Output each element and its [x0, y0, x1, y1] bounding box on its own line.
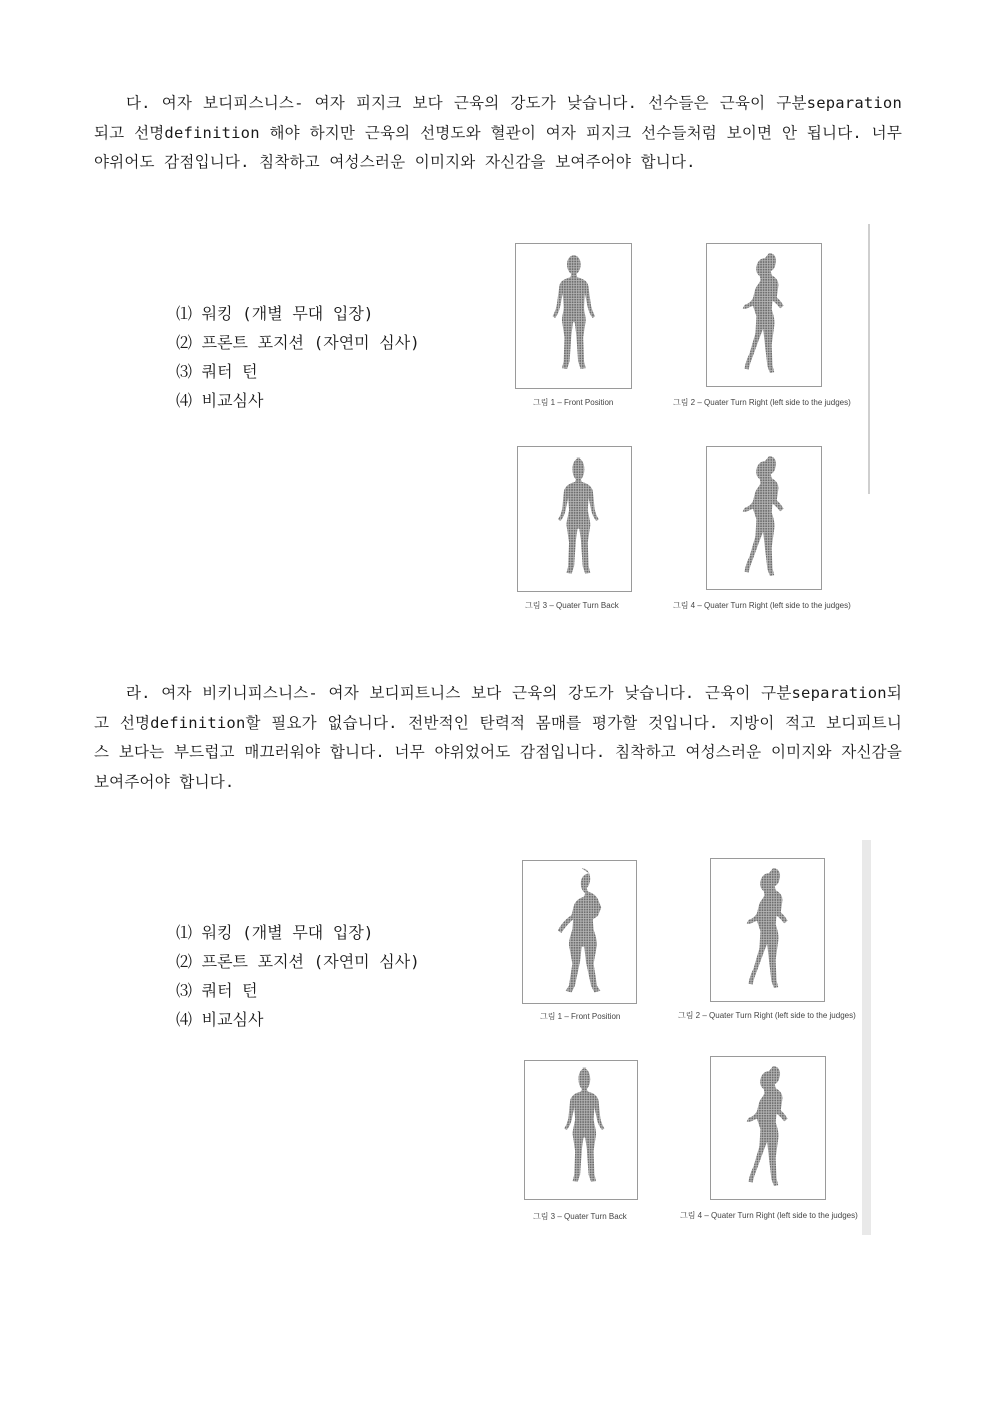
step-front-position: ⑵ 프론트 포지션 (자연미 심사) — [176, 333, 420, 352]
scan-divider-line — [868, 224, 870, 494]
figure-bikini-quarter-turn-image — [710, 858, 825, 1002]
figure-front-position-image — [515, 243, 632, 389]
step-comparison: ⑷ 비교심사 — [176, 1010, 264, 1029]
section-ra-text: 라. 여자 비키니피스니스- 여자 보디피트니스 보다 근육의 강도가 낮습니다. 근육이 구분separation되고 선명definition할 필요가 없습니다. 전반적인 탄력적 몸매를 평가할 것입니다. 지방이 적고 보디피트니스 보다는 부드럽고 매끄러워야 합니다. 너무 야위었어도 감점입니다. 침착하고 여성스러운 이미지와 자신감을 보여주어야 합니다. — [94, 684, 902, 791]
section-da-paragraph — [94, 89, 902, 178]
figure-caption-bikini-front: 그림 1 – Front Position — [540, 1012, 621, 1021]
section-ra-steps — [176, 918, 420, 1034]
figure-bikini-quarter-turn-right-image — [710, 1056, 826, 1200]
figure-caption-front-position: 그림 1 – Front Position — [533, 398, 614, 407]
figure-quarter-turn-back-image — [517, 446, 632, 592]
section-da-text: 다. 여자 보디피스니스- 여자 피지크 보다 근육의 강도가 낮습니다. 선수들은 근육이 구분separation 되고 선명definition 해야 하지만 근육의 선명도와 혈관이 여자 피지크 선수들처럼 보이면 안 됩니다. 너무 야위어도 감점입니다. 침착하고 여성스러운 이미지와 자신감을 보여주어야 합니다. — [94, 94, 902, 171]
scan-edge-shadow — [862, 840, 871, 1235]
figure-caption-bikini-back: 그림 3 – Quater Turn Back — [533, 1212, 627, 1221]
section-da-steps — [176, 299, 420, 415]
figure-caption-quarter-turn-right: 그림 4 – Quater Turn Right (left side to the judges) — [673, 601, 851, 610]
step-comparison: ⑷ 비교심사 — [176, 391, 264, 410]
figure-bikini-back-image — [524, 1060, 638, 1200]
figure-caption-bikini-quarter-turn-right: 그림 4 – Quater Turn Right (left side to the judges) — [680, 1211, 858, 1220]
figure-bikini-front-image — [522, 860, 637, 1004]
step-front-position: ⑵ 프론트 포지션 (자연미 심사) — [176, 952, 420, 971]
step-quarter-turn: ⑶ 쿼터 턴 — [176, 362, 258, 381]
step-walking: ⑴ 워킹 (개별 무대 입장) — [176, 304, 374, 323]
section-ra-paragraph — [94, 679, 902, 797]
figure-quarter-turn-image — [706, 243, 822, 387]
figure-caption-bikini-quarter-turn: 그림 2 – Quater Turn Right (left side to the judges) — [678, 1011, 856, 1020]
step-quarter-turn: ⑶ 쿼터 턴 — [176, 981, 258, 1000]
figure-caption-quarter-turn: 그림 2 – Quater Turn Right (left side to the judges) — [673, 398, 851, 407]
figure-quarter-turn-right-image — [706, 446, 822, 590]
figure-caption-quarter-turn-back: 그림 3 – Quater Turn Back — [525, 601, 619, 610]
step-walking: ⑴ 워킹 (개별 무대 입장) — [176, 923, 374, 942]
